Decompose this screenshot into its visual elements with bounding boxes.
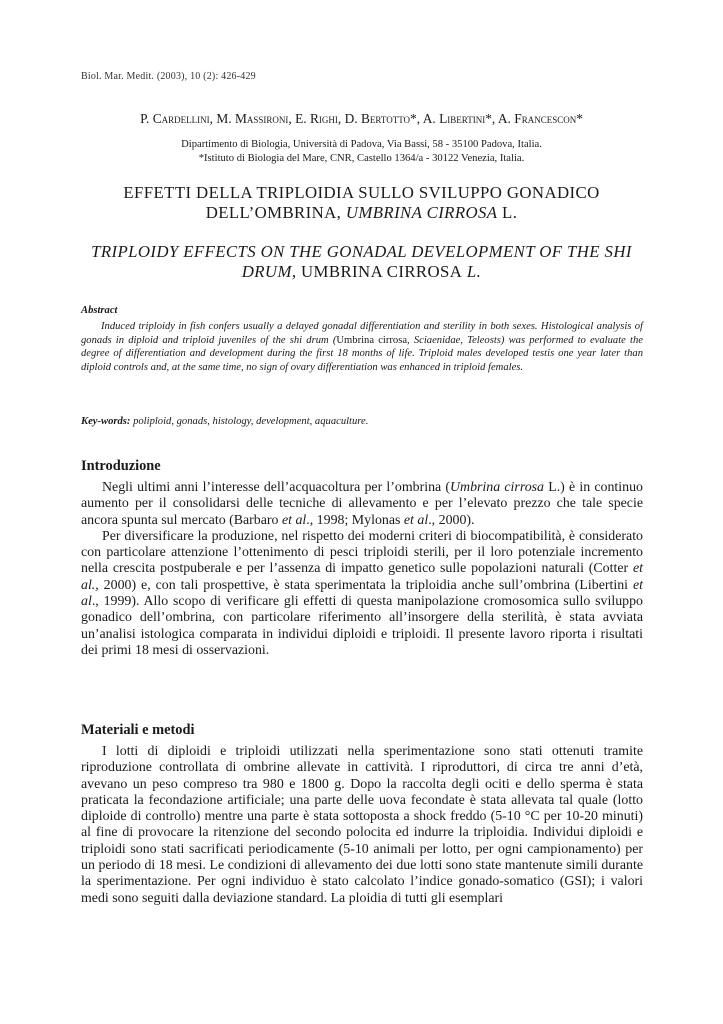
- author-initial: *, A.: [410, 111, 440, 126]
- text: Per diversificare la produzione, nel rispetto dei moderni criteri di biocompatibilità, è considerato con particolare attenzione l’ottenimento di pesci triploidi sterili, per il loro potenziale incremento nella crescita postpuberale e per l’assenza di impatto genetico sulle popolazioni naturali (Cotter: [81, 528, 643, 577]
- author-initial: , E.: [288, 111, 310, 126]
- title-text: L.: [462, 262, 482, 281]
- abstract-body: [81, 320, 643, 374]
- author-marker: *: [576, 111, 583, 126]
- affiliations: [0, 138, 723, 166]
- section-heading-introduzione: Introduzione: [81, 458, 161, 474]
- citation-etal: et al: [81, 577, 643, 610]
- author-name: Francescon: [514, 111, 577, 126]
- section-body-introduzione: [81, 480, 643, 659]
- keywords-text: poliploid, gonads, histology, development, aquaculture.: [130, 416, 369, 427]
- citation-etal: et al: [403, 512, 429, 528]
- title-species: UMBRINA CIRROSA: [301, 262, 463, 281]
- title-species: UMBRINA CIRROSA: [345, 203, 498, 222]
- abstract-heading: Abstract: [81, 305, 118, 316]
- journal-reference: Biol. Mar. Medit. (2003), 10 (2): 426-429: [81, 71, 256, 82]
- paragraph: [81, 480, 643, 529]
- title-text: DELL’OMBRINA,: [205, 203, 346, 222]
- text: ., 1999). Allo scopo di verificare gli effetti di questa manipolazione cromosomica sullo sviluppo gonadico dell’ombrina, con particolare riferimento all’insorgere della sterilità, è stata avviata un’analisi istologica comparata in individui diploidi e triploidi. Il presente lavoro riporta i risultati dei primi 18 mesi di osservazioni.: [81, 594, 643, 658]
- citation-etal: et al.: [81, 561, 643, 593]
- citation-etal: et al: [281, 512, 307, 528]
- author-name: Bertotto: [360, 111, 411, 126]
- abstract-text: , Sciaenidae, Teleosts) was performed to evaluate the degree of differentiation and development during the first 18 months of life. Triploid males developed testis one year later than diploid controls and, at the same time, no sign of ovary differentiation was enhanced in triploid females.: [81, 334, 643, 373]
- author-name: Righi: [309, 111, 338, 126]
- title-text: TRIPLOIDY EFFECTS ON THE GONADAL DEVELOPMENT OF THE SHI: [91, 242, 632, 261]
- paragraph: I lotti di diploidi e triploidi utilizzati nella sperimentazione sono stati ottenuti tramite riproduzione controllata di ombrine allevate in cattività. I riproduttori, di circa tre anni d’età, avevano un peso compreso tra 980 e 1800 g. Dopo la raccolta degli ociti e dello sperma è stata praticata la fecondazione artificiale; una parte delle uova fecondate è stata allevata tal quale (lotto diploide di controllo) mentre una parte è stata sottoposta a shock freddo (5-10 °C per 10-20 minuti) al fine di provocare la ritenzione del secondo polocita ed indurre la triploidia. Individui diploidi e triploidi sono stati sacrificati periodicamente (5-10 animali per lotto, per ogni campionamento) per un periodo di 18 mesi. Le condizioni di allevamento dei due lotti sono state mantenute simili durante la sperimentazione. Per ogni individuo è stato calcolato l’indice gonado-somatico (GSI); i valori medi sono seguiti dalla deviazione standard. La ploidia di tutti gli esemplari: [81, 744, 643, 906]
- title-text: DRUM,: [241, 262, 302, 281]
- section-body-materiali: [81, 744, 643, 907]
- title-line: EFFETTI DELLA TRIPLOIDIA SULLO SVILUPPO GONADICO: [123, 183, 600, 202]
- species-name: Umbrina cirrosa: [450, 480, 544, 495]
- abstract-text: Induced triploidy in fish confers usually a delayed gonadal differentiation and sterility in both sexes. Histological analysis of gonads in diploid and triploid juveniles of the shi drum (: [81, 321, 643, 346]
- author-initial: *, A.: [485, 111, 515, 126]
- section-heading-materiali: Materiali e metodi: [81, 722, 195, 738]
- title-text: L.: [497, 203, 518, 222]
- title-line: [60, 242, 663, 262]
- author-name: Libertini: [439, 111, 486, 126]
- author-initial: P.: [140, 111, 153, 126]
- abstract-species: Umbrina cirrosa: [336, 334, 408, 346]
- text: ., 1998; Mylonas: [306, 512, 404, 528]
- title-line: [60, 203, 663, 223]
- author-name: Massironi: [234, 111, 289, 126]
- author-initial: , D.: [337, 111, 361, 126]
- text: L.) è in continuo aumento per il consolidarsi delle tecniche di allevamento e per l’elevato prezzo che tale specie ancora spunta sul mercato (Barbaro: [81, 480, 643, 528]
- text: ., 2000).: [428, 512, 475, 528]
- text: , 2000) e, con tali prospettive, è stata sperimentata la triploidia anche sull’ombrina (Libertini: [95, 577, 633, 593]
- keywords: [81, 416, 368, 427]
- abstract-paragraph: [81, 320, 643, 374]
- author-name: Cardellini: [152, 111, 210, 126]
- paragraph: [81, 529, 643, 659]
- title-line: [60, 262, 663, 282]
- title-italian: [60, 183, 663, 223]
- keywords-label: Key-words:: [81, 416, 131, 427]
- affiliation-line: *Istituto di Biologia del Mare, CNR, Castello 1364/a - 30122 Venezia, Italia.: [198, 153, 525, 164]
- author-list: [0, 111, 723, 127]
- author-initial: , M.: [209, 111, 235, 126]
- text: Negli ultimi anni l’interesse dell’acquacoltura per l’ombrina (: [102, 480, 451, 495]
- title-english: [60, 242, 663, 282]
- affiliation-line: Dipartimento di Biologia, Università di Padova, Via Bassi, 58 - 35100 Padova, Italia.: [181, 139, 542, 150]
